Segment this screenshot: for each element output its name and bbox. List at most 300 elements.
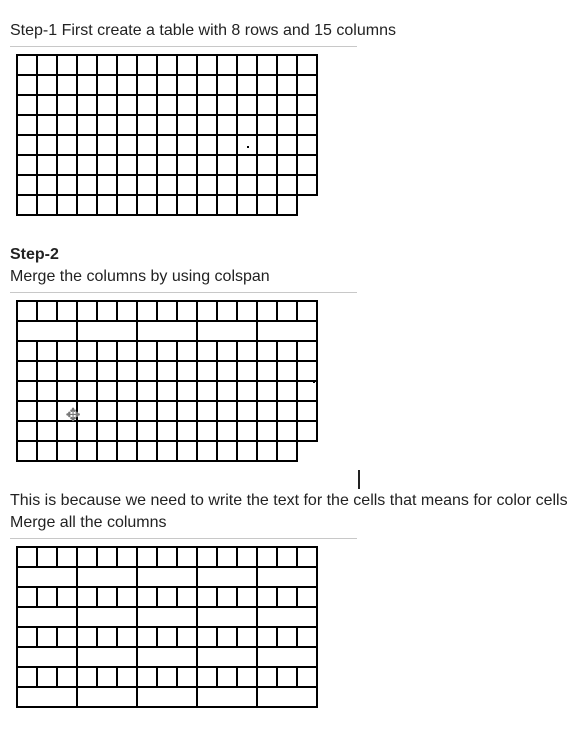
- table-cell[interactable]: [97, 195, 117, 215]
- table-cell[interactable]: [37, 441, 57, 461]
- table-cell[interactable]: [97, 301, 117, 321]
- table-cell[interactable]: [197, 115, 217, 135]
- table-cell[interactable]: [137, 361, 157, 381]
- table-cell[interactable]: [117, 587, 137, 607]
- table-cell[interactable]: [37, 135, 57, 155]
- table-cell[interactable]: [17, 647, 77, 667]
- table-cell[interactable]: [57, 381, 77, 401]
- table-cell[interactable]: [117, 381, 137, 401]
- table-cell[interactable]: [157, 55, 177, 75]
- table-cell[interactable]: [297, 115, 317, 135]
- table-cell[interactable]: [157, 341, 177, 361]
- table-cell[interactable]: [77, 175, 97, 195]
- table-cell[interactable]: [197, 381, 217, 401]
- table-cell[interactable]: [137, 547, 157, 567]
- table-cell[interactable]: [257, 195, 277, 215]
- table-cell[interactable]: [177, 361, 197, 381]
- table-cell[interactable]: [217, 361, 237, 381]
- table-cell[interactable]: [37, 175, 57, 195]
- table-cell[interactable]: [297, 547, 317, 567]
- table-cell[interactable]: [197, 341, 217, 361]
- step3-table[interactable]: [16, 546, 318, 708]
- table-cell[interactable]: [137, 341, 157, 361]
- table-cell[interactable]: [37, 421, 57, 441]
- table-cell[interactable]: [157, 95, 177, 115]
- table-cell[interactable]: [17, 587, 37, 607]
- table-cell[interactable]: [297, 627, 317, 647]
- table-cell[interactable]: [137, 421, 157, 441]
- table-cell[interactable]: [237, 55, 257, 75]
- table-cell[interactable]: [177, 401, 197, 421]
- table-cell[interactable]: [277, 301, 297, 321]
- table-cell[interactable]: [97, 75, 117, 95]
- table-cell[interactable]: [137, 135, 157, 155]
- table-cell[interactable]: [197, 607, 257, 627]
- table-cell[interactable]: [277, 155, 297, 175]
- table-cell[interactable]: [237, 381, 257, 401]
- table-cell[interactable]: [137, 115, 157, 135]
- table-cell[interactable]: [77, 301, 97, 321]
- table-cell[interactable]: [137, 321, 197, 341]
- table-cell[interactable]: [157, 195, 177, 215]
- table-cell[interactable]: [137, 401, 157, 421]
- table-cell[interactable]: [37, 75, 57, 95]
- table-cell[interactable]: [17, 135, 37, 155]
- table-cell[interactable]: [237, 667, 257, 687]
- step1-table[interactable]: [16, 54, 318, 216]
- table-cell[interactable]: [157, 135, 177, 155]
- table-cell[interactable]: [77, 587, 97, 607]
- table-cell[interactable]: [277, 547, 297, 567]
- table-cell[interactable]: [217, 441, 237, 461]
- table-cell[interactable]: [97, 95, 117, 115]
- table-cell[interactable]: [97, 155, 117, 175]
- table-cell[interactable]: [237, 421, 257, 441]
- table-cell[interactable]: [117, 175, 137, 195]
- table-cell[interactable]: [177, 75, 197, 95]
- table-cell[interactable]: [237, 547, 257, 567]
- table-cell[interactable]: [137, 647, 197, 667]
- table-cell[interactable]: [277, 341, 297, 361]
- table-cell[interactable]: [77, 321, 137, 341]
- table-cell[interactable]: [57, 301, 77, 321]
- table-cell[interactable]: [217, 381, 237, 401]
- table-cell[interactable]: [237, 195, 257, 215]
- table-cell[interactable]: [217, 587, 237, 607]
- table-cell[interactable]: [177, 627, 197, 647]
- table-cell[interactable]: [217, 95, 237, 115]
- table-cell[interactable]: [217, 55, 237, 75]
- table-cell[interactable]: [237, 441, 257, 461]
- table-cell[interactable]: [97, 381, 117, 401]
- table-cell[interactable]: [137, 687, 197, 707]
- table-cell[interactable]: [297, 55, 317, 75]
- table-cell[interactable]: [17, 547, 37, 567]
- table-cell[interactable]: [177, 55, 197, 75]
- table-cell[interactable]: [277, 441, 297, 461]
- table-cell[interactable]: [117, 441, 137, 461]
- table-cell[interactable]: [97, 627, 117, 647]
- table-cell[interactable]: [297, 341, 317, 361]
- table-cell[interactable]: [217, 341, 237, 361]
- table-cell[interactable]: [297, 155, 317, 175]
- table-cell[interactable]: [297, 175, 317, 195]
- table-cell[interactable]: [257, 567, 317, 587]
- table-cell[interactable]: [257, 627, 277, 647]
- table-cell[interactable]: [117, 627, 137, 647]
- table-cell[interactable]: [177, 175, 197, 195]
- table-cell[interactable]: [257, 155, 277, 175]
- table-cell[interactable]: [277, 115, 297, 135]
- table-cell[interactable]: [277, 627, 297, 647]
- table-cell[interactable]: [137, 75, 157, 95]
- table-cell[interactable]: [17, 567, 77, 587]
- table-cell[interactable]: [297, 75, 317, 95]
- table-cell[interactable]: [277, 175, 297, 195]
- table-cell[interactable]: [17, 607, 77, 627]
- table-cell[interactable]: [57, 361, 77, 381]
- table-cell[interactable]: [237, 301, 257, 321]
- table-cell[interactable]: [97, 667, 117, 687]
- table-cell[interactable]: [157, 421, 177, 441]
- table-cell[interactable]: [257, 95, 277, 115]
- table-cell[interactable]: [37, 55, 57, 75]
- table-cell[interactable]: [157, 627, 177, 647]
- table-cell[interactable]: [217, 155, 237, 175]
- table-cell[interactable]: [297, 421, 317, 441]
- table-cell[interactable]: [297, 381, 317, 401]
- table-cell[interactable]: [237, 401, 257, 421]
- table-cell[interactable]: [177, 195, 197, 215]
- table-cell[interactable]: [77, 647, 137, 667]
- table-cell[interactable]: [217, 401, 237, 421]
- table-cell[interactable]: [37, 667, 57, 687]
- table-cell[interactable]: [257, 341, 277, 361]
- table-cell[interactable]: [77, 135, 97, 155]
- table-cell[interactable]: [17, 627, 37, 647]
- table-cell[interactable]: [137, 667, 157, 687]
- table-cell[interactable]: [57, 135, 77, 155]
- table-cell[interactable]: [57, 95, 77, 115]
- table-cell[interactable]: [97, 135, 117, 155]
- table-cell[interactable]: [157, 401, 177, 421]
- table-cell[interactable]: [277, 55, 297, 75]
- table-cell[interactable]: [77, 687, 137, 707]
- table-cell[interactable]: [77, 381, 97, 401]
- table-cell[interactable]: [237, 75, 257, 95]
- table-cell[interactable]: [37, 361, 57, 381]
- table-cell[interactable]: [117, 401, 137, 421]
- table-cell[interactable]: [117, 95, 137, 115]
- table-cell[interactable]: [197, 687, 257, 707]
- table-cell[interactable]: [257, 55, 277, 75]
- table-cell[interactable]: [37, 381, 57, 401]
- table-cell[interactable]: [237, 135, 257, 155]
- table-cell[interactable]: [217, 135, 237, 155]
- table-cell[interactable]: [97, 115, 117, 135]
- table-cell[interactable]: [57, 75, 77, 95]
- table-cell[interactable]: [177, 547, 197, 567]
- table-cell[interactable]: [177, 587, 197, 607]
- table-cell[interactable]: [57, 341, 77, 361]
- table-cell[interactable]: [77, 627, 97, 647]
- table-cell[interactable]: [117, 341, 137, 361]
- table-cell[interactable]: [117, 301, 137, 321]
- table-cell[interactable]: [257, 401, 277, 421]
- table-cell[interactable]: [197, 55, 217, 75]
- table-cell[interactable]: [197, 647, 257, 667]
- table-cell[interactable]: [237, 627, 257, 647]
- table-cell[interactable]: [217, 175, 237, 195]
- table-cell[interactable]: [17, 175, 37, 195]
- table-cell[interactable]: [17, 687, 77, 707]
- table-cell[interactable]: [77, 195, 97, 215]
- table-cell[interactable]: [97, 361, 117, 381]
- table-cell[interactable]: [177, 301, 197, 321]
- table-cell[interactable]: [277, 95, 297, 115]
- table-cell[interactable]: [177, 155, 197, 175]
- table-cell[interactable]: [17, 115, 37, 135]
- table-cell[interactable]: [117, 115, 137, 135]
- table-cell[interactable]: [157, 667, 177, 687]
- table-cell[interactable]: [97, 547, 117, 567]
- table-cell[interactable]: [257, 441, 277, 461]
- table-cell[interactable]: [237, 155, 257, 175]
- table-cell[interactable]: [17, 441, 37, 461]
- table-cell[interactable]: [117, 547, 137, 567]
- table-cell[interactable]: [277, 667, 297, 687]
- table-cell[interactable]: [17, 55, 37, 75]
- table-cell[interactable]: [157, 587, 177, 607]
- table-cell[interactable]: [137, 175, 157, 195]
- table-cell[interactable]: [237, 115, 257, 135]
- table-cell[interactable]: [17, 95, 37, 115]
- table-cell[interactable]: [177, 667, 197, 687]
- table-cell[interactable]: [197, 321, 257, 341]
- step2-table[interactable]: [16, 300, 318, 462]
- table-cell[interactable]: [17, 195, 37, 215]
- table-cell[interactable]: [237, 95, 257, 115]
- table-cell[interactable]: [137, 301, 157, 321]
- table-cell[interactable]: [77, 75, 97, 95]
- table-cell[interactable]: [297, 401, 317, 421]
- table-cell[interactable]: [197, 547, 217, 567]
- table-cell[interactable]: [197, 195, 217, 215]
- table-cell[interactable]: [277, 361, 297, 381]
- table-cell[interactable]: [17, 421, 37, 441]
- table-cell[interactable]: [217, 627, 237, 647]
- table-cell[interactable]: [257, 607, 317, 627]
- table-cell[interactable]: [17, 75, 37, 95]
- table-cell[interactable]: [197, 175, 217, 195]
- table-cell[interactable]: [197, 667, 217, 687]
- table-cell[interactable]: [177, 135, 197, 155]
- table-cell[interactable]: [77, 115, 97, 135]
- table-cell[interactable]: [297, 361, 317, 381]
- table-cell[interactable]: [17, 381, 37, 401]
- table-cell[interactable]: [97, 401, 117, 421]
- table-cell[interactable]: [117, 155, 137, 175]
- table-cell[interactable]: [37, 547, 57, 567]
- table-cell[interactable]: [117, 135, 137, 155]
- table-cell[interactable]: [197, 401, 217, 421]
- table-cell[interactable]: [297, 135, 317, 155]
- table-cell[interactable]: [17, 341, 37, 361]
- table-cell[interactable]: [137, 381, 157, 401]
- table-cell[interactable]: [257, 547, 277, 567]
- table-cell[interactable]: [177, 341, 197, 361]
- table-cell[interactable]: [137, 95, 157, 115]
- table-cell[interactable]: [277, 587, 297, 607]
- table-cell[interactable]: [117, 421, 137, 441]
- table-cell[interactable]: [257, 321, 317, 341]
- table-cell[interactable]: [277, 421, 297, 441]
- table-cell[interactable]: [257, 667, 277, 687]
- table-cell[interactable]: [197, 421, 217, 441]
- table-cell[interactable]: [217, 547, 237, 567]
- table-cell[interactable]: [37, 301, 57, 321]
- table-cell[interactable]: [157, 441, 177, 461]
- table-cell[interactable]: [17, 321, 77, 341]
- table-cell[interactable]: [77, 341, 97, 361]
- table-cell[interactable]: [57, 195, 77, 215]
- table-cell[interactable]: [157, 155, 177, 175]
- table-cell[interactable]: [117, 361, 137, 381]
- table-cell[interactable]: [37, 401, 57, 421]
- table-cell[interactable]: [57, 155, 77, 175]
- table-cell[interactable]: [237, 175, 257, 195]
- table-cell[interactable]: [137, 195, 157, 215]
- table-cell[interactable]: [157, 547, 177, 567]
- table-cell[interactable]: [77, 361, 97, 381]
- table-cell[interactable]: [157, 175, 177, 195]
- table-cell[interactable]: [177, 115, 197, 135]
- table-cell[interactable]: [97, 421, 117, 441]
- table-cell[interactable]: [157, 381, 177, 401]
- table-cell[interactable]: [137, 55, 157, 75]
- table-cell[interactable]: [257, 135, 277, 155]
- table-cell[interactable]: [37, 95, 57, 115]
- table-cell[interactable]: [137, 627, 157, 647]
- table-cell[interactable]: [97, 175, 117, 195]
- table-cell[interactable]: [197, 95, 217, 115]
- table-cell[interactable]: [197, 135, 217, 155]
- table-cell[interactable]: [37, 627, 57, 647]
- table-cell[interactable]: [77, 667, 97, 687]
- table-cell[interactable]: [197, 627, 217, 647]
- table-cell[interactable]: [297, 667, 317, 687]
- table-cell[interactable]: [37, 587, 57, 607]
- table-cell[interactable]: [297, 587, 317, 607]
- table-cell[interactable]: [17, 401, 37, 421]
- table-cell[interactable]: [177, 95, 197, 115]
- table-cell[interactable]: [217, 421, 237, 441]
- table-cell[interactable]: [277, 135, 297, 155]
- table-cell[interactable]: [37, 341, 57, 361]
- table-cell[interactable]: [97, 341, 117, 361]
- table-cell[interactable]: [197, 441, 217, 461]
- table-cell[interactable]: [257, 75, 277, 95]
- table-cell[interactable]: [217, 115, 237, 135]
- table-cell[interactable]: [217, 667, 237, 687]
- table-cell[interactable]: [257, 687, 317, 707]
- table-cell[interactable]: [277, 401, 297, 421]
- table-cell[interactable]: [57, 667, 77, 687]
- table-cell[interactable]: [77, 441, 97, 461]
- table-cell[interactable]: [77, 607, 137, 627]
- table-cell[interactable]: [217, 75, 237, 95]
- table-cell[interactable]: [177, 441, 197, 461]
- table-cell[interactable]: [237, 587, 257, 607]
- table-cell[interactable]: [137, 607, 197, 627]
- table-cell[interactable]: [297, 95, 317, 115]
- table-cell[interactable]: [197, 301, 217, 321]
- table-cell[interactable]: [257, 421, 277, 441]
- table-cell[interactable]: [57, 587, 77, 607]
- table-cell[interactable]: [37, 195, 57, 215]
- table-cell[interactable]: [57, 547, 77, 567]
- table-cell[interactable]: [237, 361, 257, 381]
- table-cell[interactable]: [117, 195, 137, 215]
- table-cell[interactable]: [117, 75, 137, 95]
- table-cell[interactable]: [57, 55, 77, 75]
- table-cell[interactable]: [97, 441, 117, 461]
- table-cell[interactable]: [57, 115, 77, 135]
- table-cell[interactable]: [37, 155, 57, 175]
- table-cell[interactable]: [237, 341, 257, 361]
- table-cell[interactable]: [17, 667, 37, 687]
- table-cell[interactable]: [257, 361, 277, 381]
- table-cell[interactable]: [217, 301, 237, 321]
- table-cell[interactable]: [277, 381, 297, 401]
- table-cell[interactable]: [57, 175, 77, 195]
- table-cell[interactable]: [157, 75, 177, 95]
- table-cell[interactable]: [257, 175, 277, 195]
- table-cell[interactable]: [257, 381, 277, 401]
- table-cell[interactable]: [77, 155, 97, 175]
- table-cell[interactable]: [57, 441, 77, 461]
- table-cell[interactable]: [37, 115, 57, 135]
- table-cell[interactable]: [77, 55, 97, 75]
- table-cell[interactable]: [297, 301, 317, 321]
- table-cell[interactable]: [157, 301, 177, 321]
- table-cell[interactable]: [157, 361, 177, 381]
- table-cell[interactable]: [77, 567, 137, 587]
- table-cell[interactable]: [77, 547, 97, 567]
- table-cell[interactable]: [137, 155, 157, 175]
- table-cell[interactable]: [17, 155, 37, 175]
- table-cell[interactable]: [57, 627, 77, 647]
- table-cell[interactable]: [257, 115, 277, 135]
- table-cell[interactable]: [97, 587, 117, 607]
- table-cell[interactable]: [17, 301, 37, 321]
- table-cell[interactable]: [197, 567, 257, 587]
- table-cell[interactable]: [177, 421, 197, 441]
- table-cell[interactable]: [197, 155, 217, 175]
- table-cell[interactable]: [17, 361, 37, 381]
- table-cell[interactable]: [257, 301, 277, 321]
- table-cell[interactable]: [77, 95, 97, 115]
- table-cell[interactable]: [137, 567, 197, 587]
- table-cell[interactable]: [117, 55, 137, 75]
- table-cell[interactable]: [277, 75, 297, 95]
- table-cell[interactable]: [137, 441, 157, 461]
- table-cell[interactable]: [157, 115, 177, 135]
- table-cell[interactable]: [257, 587, 277, 607]
- table-cell[interactable]: [97, 55, 117, 75]
- table-cell[interactable]: [257, 647, 317, 667]
- table-cell[interactable]: [277, 195, 297, 215]
